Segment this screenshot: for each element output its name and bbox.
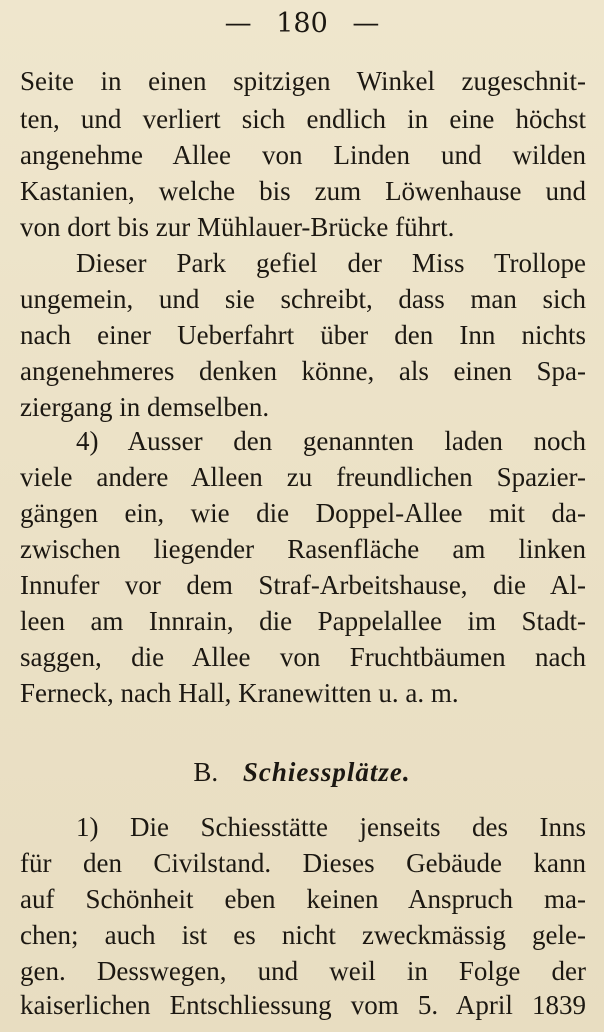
text-line-4: Kastanien, welche bis zum Löwenhause und bbox=[20, 176, 586, 206]
text-line-18: Ferneck, nach Hall, Kranewitten u. a. m. bbox=[20, 678, 459, 708]
header-dash-left: — bbox=[224, 8, 252, 39]
section-line-4: chen; auch ist es nicht zweckmässig gele- bbox=[20, 920, 586, 950]
section-line-1: 1) Die Schiesstätte jenseits des Inns bbox=[76, 812, 586, 842]
section-heading bbox=[0, 757, 604, 788]
text-line-3: angenehme Allee von Linden und wilden bbox=[20, 140, 586, 170]
text-line-11: 4) Ausser den genannten laden noch bbox=[76, 426, 586, 456]
text-line-9: angenehmeres denken könne, als einen Spa- bbox=[20, 356, 586, 386]
text-line-7: ungemein, und sie schreibt, dass man sich bbox=[20, 284, 586, 314]
section-line-2: für den Civilstand. Dieses Gebäude kann bbox=[20, 848, 586, 878]
text-line-15: Innufer vor dem Straf-Arbeitshause, die Al- bbox=[20, 570, 586, 600]
header-dash-right: — bbox=[352, 8, 380, 39]
page-header bbox=[0, 8, 604, 39]
page-number: 180 bbox=[276, 8, 328, 39]
text-line-2: ten, und verliert sich endlich in eine höchst bbox=[20, 104, 586, 134]
section-title: Schiessplätze. bbox=[242, 757, 411, 787]
text-line-5: von dort bis zur Mühlauer-Brücke führt. bbox=[20, 212, 455, 242]
text-line-17: saggen, die Allee von Fruchtbäumen nach bbox=[20, 642, 586, 672]
section-line-3: auf Schönheit eben keinen Anspruch ma- bbox=[20, 884, 586, 914]
text-line-1: Seite in einen spitzigen Winkel zugeschnit- bbox=[20, 66, 586, 96]
section-letter: B. bbox=[193, 757, 219, 787]
section-line-6: kaiserlichen Entschliessung vom 5. April 1839 bbox=[20, 990, 586, 1020]
text-line-12: viele andere Alleen zu freundlichen Spazier- bbox=[20, 462, 586, 492]
text-line-14: zwischen liegender Rasenfläche am linken bbox=[20, 534, 586, 564]
section-line-5: gen. Desswegen, und weil in Folge der bbox=[20, 956, 586, 986]
text-line-6: Dieser Park gefiel der Miss Trollope bbox=[76, 248, 586, 278]
text-line-13: gängen ein, wie die Doppel-Allee mit da- bbox=[20, 498, 586, 528]
text-line-16: leen am Innrain, die Pappelallee im Stadt- bbox=[20, 606, 586, 636]
text-line-8: nach einer Ueberfahrt über den Inn nichts bbox=[20, 320, 586, 350]
text-line-10: ziergang in demselben. bbox=[20, 392, 270, 422]
